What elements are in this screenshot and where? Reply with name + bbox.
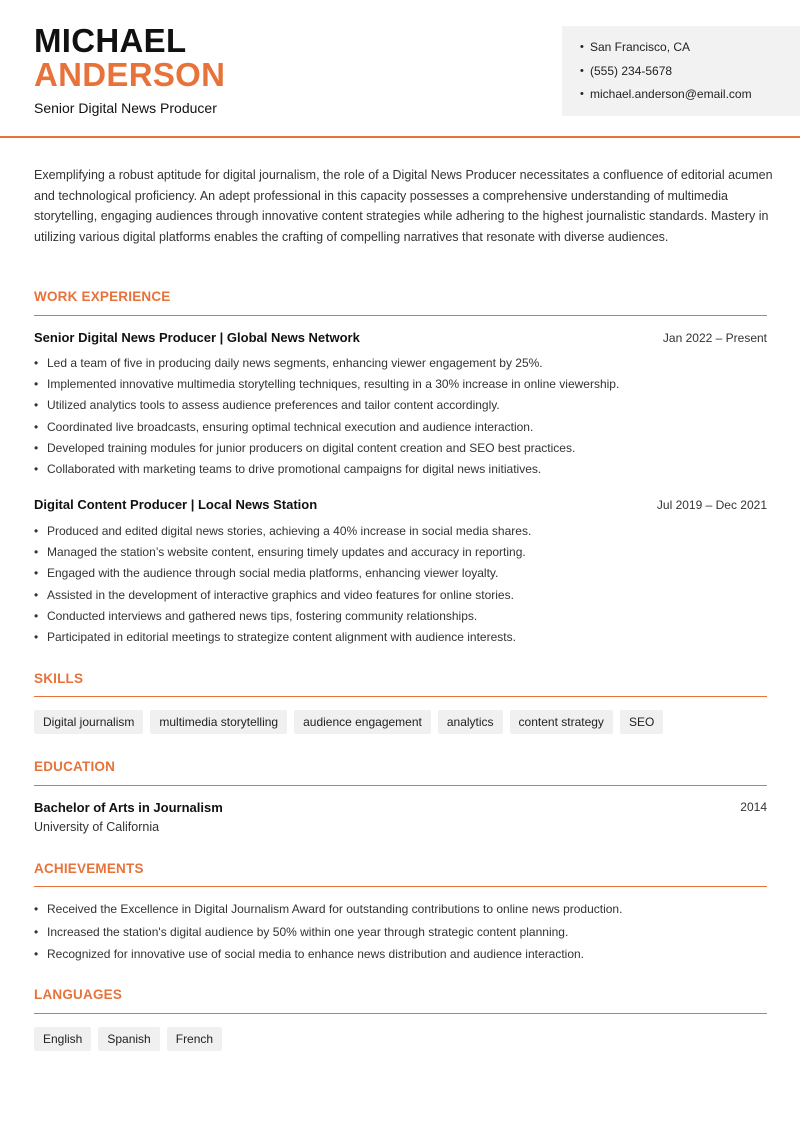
section-divider (34, 1013, 767, 1014)
first-name: MICHAEL (34, 22, 187, 59)
resume-header (0, 0, 800, 138)
job-title-company: Senior Digital News Producer | Global News Network (34, 330, 360, 345)
list-item: • Engaged with the audience through social media platforms, enhancing viewer loyalty. (34, 565, 767, 586)
skill-tag: Digital journalism (34, 710, 143, 734)
contact-email (580, 86, 800, 110)
contact-phone (580, 63, 800, 87)
graduation-year: 2014 (740, 800, 767, 814)
list-item: • Led a team of five in producing daily news segments, enhancing viewer engagement by 25%. (34, 355, 767, 376)
degree: Bachelor of Arts in Journalism (34, 800, 223, 815)
list-item: • Managed the station’s website content, ensuring timely updates and accuracy in reporting. (34, 544, 767, 565)
list-item: • Utilized analytics tools to assess audience preferences and tailor content accordingly. (34, 397, 767, 418)
list-item: • Developed training modules for junior producers on digital content creation and SEO best practices. (34, 440, 767, 461)
list-item: • Collaborated with marketing teams to drive promotional campaigns for digital news initiatives. (34, 461, 767, 482)
bullet-icon: • (580, 88, 584, 100)
bullet-icon: • (580, 64, 584, 77)
skills-tags (34, 710, 663, 734)
section-divider (34, 886, 767, 887)
job-title-company: Digital Content Producer | Local News Station (34, 497, 318, 512)
summary-paragraph: Exemplifying a robust aptitude for digital journalism, the role of a Digital News Producer necessitates a confluence of editorial acumen and technological proficiency. An adept professional in this capacity possesses a comprehensive understanding of multimedia storytelling, engaging audiences through innovative content strategies while adhering to the highest journalistic standards. Mastery in utilizing various digital platforms enables the crafting of compelling narratives that resonate with diverse audiences. (34, 168, 773, 244)
contact-box (562, 26, 800, 116)
section-title-skills: SKILLS (34, 671, 84, 686)
job-dates: Jul 2019 – Dec 2021 (656, 498, 767, 512)
list-item: • Assisted in the development of interactive graphics and video features for online stories. (34, 587, 767, 608)
list-item: • Increased the station's digital audience by 50% within one year through strategic content planning. (34, 924, 767, 947)
language-tag: English (34, 1027, 91, 1051)
location-text: San Francisco, CA (590, 40, 691, 54)
section-divider (34, 315, 767, 316)
job-bullets (34, 355, 767, 482)
email-text[interactable]: michael.anderson@email.com (590, 87, 752, 101)
section-divider (34, 785, 767, 786)
skill-tag: multimedia storytelling (150, 710, 287, 734)
list-item: • Implemented innovative multimedia storytelling techniques, resulting in a 30% increase in online viewership. (34, 376, 767, 397)
job-title: Senior Digital News Producer (34, 100, 217, 116)
skill-tag: audience engagement (294, 710, 431, 734)
skill-tag: content strategy (510, 710, 613, 734)
language-tags (34, 1027, 222, 1051)
bullet-icon: • (580, 41, 584, 53)
section-title-education: EDUCATION (34, 759, 116, 774)
achievement-bullets (34, 901, 767, 969)
language-tag: French (167, 1027, 222, 1051)
job-header (34, 330, 767, 345)
phone-text: (555) 234-5678 (590, 63, 673, 78)
list-item: • Conducted interviews and gathered news tips, fostering community relationships. (34, 608, 767, 629)
section-title-work: WORK EXPERIENCE (34, 289, 171, 304)
job-dates: Jan 2022 – Present (662, 331, 767, 345)
section-title-achievements: ACHIEVEMENTS (34, 861, 144, 876)
education-row (34, 800, 767, 815)
language-tag: Spanish (98, 1027, 159, 1051)
list-item: • Produced and edited digital news stories, achieving a 40% increase in social media shares. (34, 523, 767, 544)
job-bullets (34, 523, 767, 650)
list-item: • Recognized for innovative use of social media to enhance news distribution and audience interaction. (34, 946, 767, 969)
school-name: University of California (34, 820, 160, 834)
section-title-languages: LANGUAGES (34, 987, 123, 1002)
skill-tag: SEO (620, 710, 663, 734)
list-item: • Received the Excellence in Digital Journalism Award for outstanding contributions to online news production. (34, 901, 767, 924)
last-name: ANDERSON (34, 56, 226, 93)
list-item: • Coordinated live broadcasts, ensuring optimal technical execution and audience interaction. (34, 419, 767, 440)
list-item: • Participated in editorial meetings to strategize content alignment with audience interests. (34, 629, 767, 650)
section-divider (34, 696, 767, 697)
skill-tag: analytics (438, 710, 503, 734)
contact-location (580, 39, 800, 63)
job-header (34, 497, 767, 512)
